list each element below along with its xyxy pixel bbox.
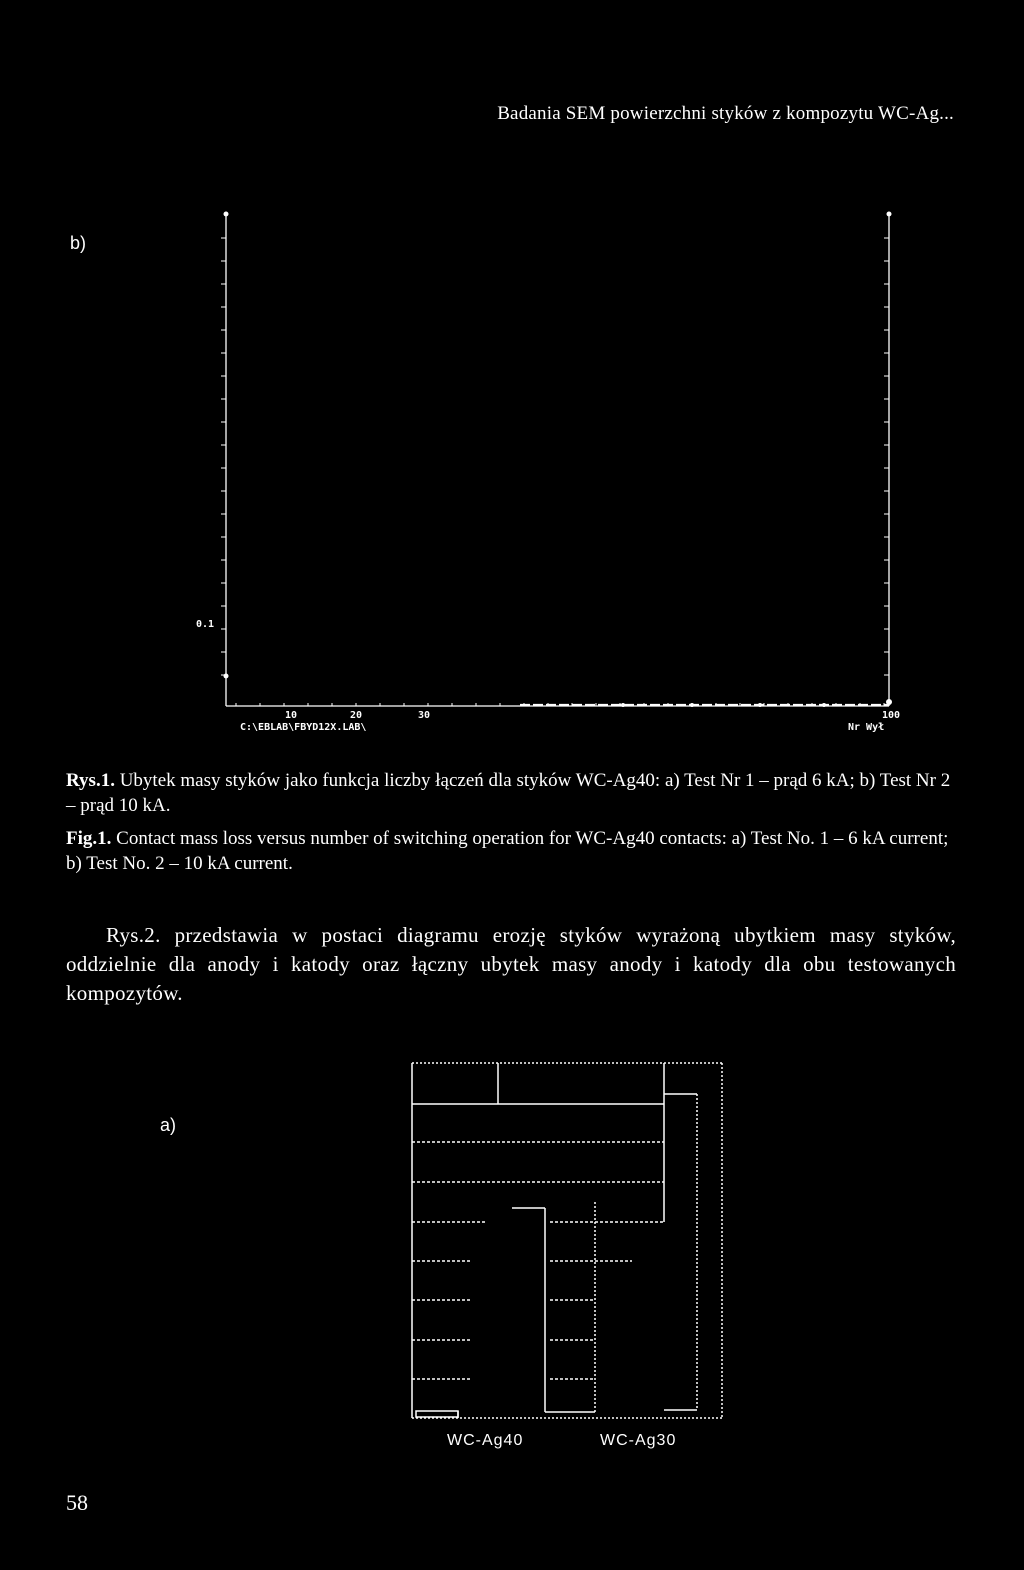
- x-tick-label-30: 30: [418, 710, 431, 721]
- page-number: 58: [66, 1490, 88, 1515]
- panel-label-a: a): [160, 1115, 177, 1135]
- group-label-wc-ag40: WC-Ag40: [447, 1432, 524, 1449]
- file-path-label: C:\EBLAB\FBYD12X.LAB\: [240, 722, 367, 733]
- x-tick-label-20: 20: [350, 710, 363, 721]
- x-tick-label-10: 10: [285, 710, 298, 721]
- caption-en-text: Contact mass loss versus number of switching operation for WC-Ag40 contacts: a) Test No. 1 – 6 kA current; b) Test No. 2 – 10 kA current.: [66, 828, 949, 874]
- y-tick-label: 0.1: [196, 619, 215, 630]
- caption-pl-label: Rys.1.: [66, 770, 115, 791]
- panel-label-b: b): [70, 233, 87, 253]
- paragraph-text: Rys.2. przedstawia w postaci diagramu erozję styków wyrażoną ubytkiem masy styków, oddzielnie dla anody i katody oraz łączny ubytek masy anody i katody dla obu testowanych kompozytów.: [66, 923, 956, 1005]
- x-tick-label-100: 100: [882, 710, 901, 721]
- small-bar: [416, 1411, 458, 1417]
- running-header: Badania SEM powierzchni styków z kompozytu WC-Ag...: [497, 103, 954, 124]
- group-label-wc-ag30: WC-Ag30: [600, 1432, 677, 1449]
- x-axis-label: Nr Wył: [848, 722, 885, 733]
- caption-en-label: Fig.1.: [66, 828, 112, 849]
- caption-pl-text: Ubytek masy styków jako funkcja liczby łączeń dla styków WC-Ag40: a) Test Nr 1 – prąd 6 kA; b) Test Nr 2 – prąd 10 kA.: [66, 770, 951, 816]
